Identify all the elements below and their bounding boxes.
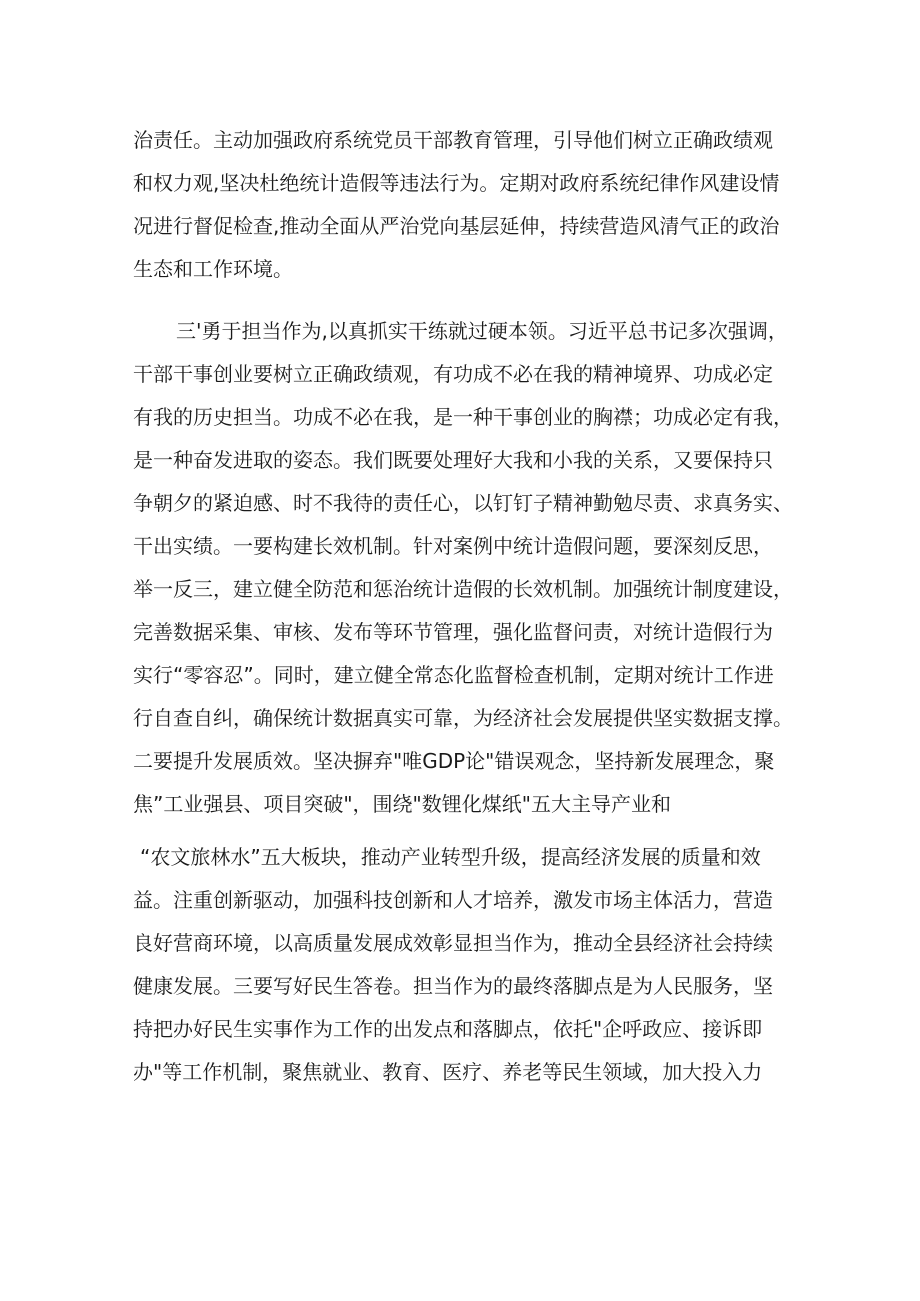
text-line-17: “农文旅林水”五大板块，推动产业转型升级，提高经济发展的质量和效 — [140, 845, 761, 869]
text-line-14: 行自查自纠，确保统计数据真实可靠，为经济社会发展提供坚实数据支撑。 — [133, 706, 793, 730]
text-line-4: 生态和工作环境。 — [133, 257, 293, 281]
text-line-15: 二要提升发展质效。坚决摒弃"唯GDP论"错误观念，坚持新发展理念，聚 — [133, 749, 775, 773]
text-line-8: 是一种奋发进取的姿态。我们既要处理好大我和小我的关系，又要保持只 — [133, 448, 773, 472]
text-line-16: 焦”工业强县、项目突破"，围绕"数锂化煤纸"五大主导产业和 — [133, 792, 671, 816]
text-line-19: 良好营商环境，以高质量发展成效彰显担当作为，推动全县经济社会持续 — [133, 931, 773, 955]
text-line-11: 举一反三，建立健全防范和惩治统计造假的长效机制。加强统计制度建设， — [133, 577, 793, 601]
text-line-6: 干部干事创业要树立正确政绩观，有功成不必在我的精神境界、功成必定 — [133, 362, 773, 386]
text-line-21: 持把办好民生实事作为工作的出发点和落脚点，依托"企呼政应、接诉即 — [133, 1017, 763, 1041]
text-line-5: 三'勇于担当作为,以真抓实干练就过硬本领。习近平总书记多次强调， — [176, 319, 788, 343]
text-line-2: 和权力观,坚决杜绝统计造假等违法行为。定期对政府系统纪律作风建设情 — [133, 171, 780, 195]
text-line-9: 争朝夕的紧迫感、时不我待的责任心，以钉钉子精神勤勉尽责、求真务实、 — [133, 491, 793, 515]
text-line-13: 实行“零容忍”。同时，建立健全常态化监督检查机制，定期对统计工作进 — [133, 663, 774, 687]
text-line-18: 益。注重创新驱动，加强科技创新和人才培养，激发市场主体活力，营造 — [133, 888, 773, 912]
text-line-7: 有我的历史担当。功成不必在我，是一种干事创业的胸襟；功成必定有我， — [133, 405, 793, 429]
text-line-10: 干出实绩。一要构建长效机制。针对案例中统计造假问题，要深刻反思， — [133, 534, 773, 558]
text-line-1: 治责任。主动加强政府系统党员干部教育管理，引导他们树立正确政绩观 — [133, 128, 773, 152]
text-line-12: 完善数据采集、审核、发布等环节管理，强化监督问责，对统计造假行为 — [133, 620, 773, 644]
text-line-3: 况进行督促检查,推动全面从严治党向基层延伸，持续营造风清气正的政治 — [133, 214, 780, 238]
text-line-22: 办"等工作机制，聚焦就业、教育、医疗、养老等民生领域，加大投入力 — [133, 1060, 763, 1084]
text-line-20: 健康发展。三要写好民生答卷。担当作为的最终落脚点是为人民服务，坚 — [133, 974, 773, 998]
